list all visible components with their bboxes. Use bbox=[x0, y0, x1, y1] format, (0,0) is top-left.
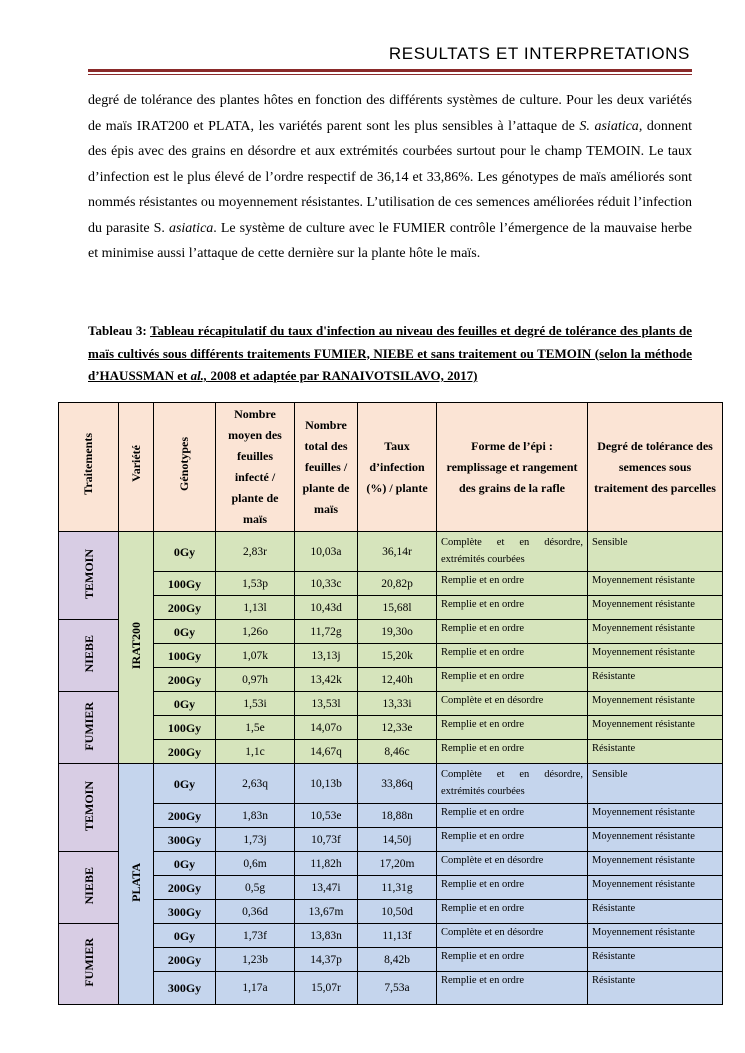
col-header-taux: Taux d’infection (%) / plante bbox=[358, 403, 437, 532]
nombre-moyen-cell: 1,5e bbox=[216, 716, 295, 740]
table-row bbox=[59, 948, 723, 972]
page-header-title: RESULTATS ET INTERPRETATIONS bbox=[388, 44, 690, 63]
treatment-cell: TEMOIN bbox=[59, 764, 119, 852]
nombre-total-cell: 10,73f bbox=[295, 828, 358, 852]
forme-cell: Remplie et en ordre bbox=[437, 948, 588, 972]
taux-cell: 7,53a bbox=[358, 972, 437, 1005]
degre-cell: Moyennement résistante bbox=[588, 924, 723, 948]
nombre-moyen-cell: 1,73f bbox=[216, 924, 295, 948]
taux-cell: 33,86q bbox=[358, 764, 437, 804]
table-row bbox=[59, 828, 723, 852]
nombre-total-cell: 10,43d bbox=[295, 596, 358, 620]
genotype-cell: 200Gy bbox=[154, 596, 216, 620]
degre-cell: Moyennement résistante bbox=[588, 596, 723, 620]
body-italic-2: asiatica bbox=[168, 220, 214, 236]
nombre-moyen-cell: 1,17a bbox=[216, 972, 295, 1005]
table-row bbox=[59, 644, 723, 668]
forme-cell: Complète et en désordre bbox=[437, 692, 588, 716]
taux-cell: 11,13f bbox=[358, 924, 437, 948]
table-row bbox=[59, 596, 723, 620]
table-row bbox=[59, 692, 723, 716]
col-header-nombre-total: Nombre total des feuilles / plante de maïs bbox=[295, 403, 358, 532]
degre-cell: Résistante bbox=[588, 668, 723, 692]
degre-cell: Moyennement résistante bbox=[588, 644, 723, 668]
degre-cell: Résistante bbox=[588, 948, 723, 972]
nombre-total-cell: 10,03a bbox=[295, 532, 358, 572]
nombre-total-cell: 14,67q bbox=[295, 740, 358, 764]
nombre-moyen-cell: 1,53i bbox=[216, 692, 295, 716]
nombre-moyen-cell: 1,83n bbox=[216, 804, 295, 828]
taux-cell: 11,31g bbox=[358, 876, 437, 900]
taux-cell: 13,33i bbox=[358, 692, 437, 716]
forme-cell: Remplie et en ordre bbox=[437, 876, 588, 900]
forme-cell: Complète et en désordre bbox=[437, 924, 588, 948]
degre-cell: Moyennement résistante bbox=[588, 876, 723, 900]
nombre-moyen-cell: 0,97h bbox=[216, 668, 295, 692]
genotype-cell: 0Gy bbox=[154, 852, 216, 876]
forme-cell: Complète et en désordre, extrémités courbées bbox=[437, 764, 588, 804]
genotype-cell: 300Gy bbox=[154, 972, 216, 1005]
nombre-total-cell: 13,13j bbox=[295, 644, 358, 668]
degre-cell: Moyennement résistante bbox=[588, 716, 723, 740]
header-rule-thick bbox=[88, 69, 692, 72]
table-row bbox=[59, 876, 723, 900]
genotype-cell: 200Gy bbox=[154, 668, 216, 692]
nombre-total-cell: 15,07r bbox=[295, 972, 358, 1005]
col-header-variete: Variété bbox=[119, 403, 154, 532]
caption-title: Tableau récapitulatif du taux d'infection au niveau des feuilles et degré de tolérance des plants de maïs cultivés sous différents traitements FUMIER, NIEBE et sans traitement ou TEMOIN (selon la méthode d’HAUSSMAN et al., 2008 et adaptée par RANAIVOTSILAVO, 2017) bbox=[88, 323, 692, 383]
genotype-cell: 0Gy bbox=[154, 692, 216, 716]
degre-cell: Sensible bbox=[588, 532, 723, 572]
nombre-moyen-cell: 1,53p bbox=[216, 572, 295, 596]
nombre-moyen-cell: 2,83r bbox=[216, 532, 295, 572]
body-text-1: degré de tolérance des plantes hôtes en fonction des différents systèmes de culture. Pour les deux variétés de maïs IRAT200 et PLATA, les variétés parent sont les plus sensibles à l’attaque de bbox=[88, 93, 692, 134]
taux-cell: 12,40h bbox=[358, 668, 437, 692]
forme-cell: Remplie et en ordre bbox=[437, 740, 588, 764]
degre-cell: Moyennement résistante bbox=[588, 852, 723, 876]
degre-cell: Moyennement résistante bbox=[588, 620, 723, 644]
nombre-total-cell: 13,42k bbox=[295, 668, 358, 692]
col-header-genotypes: Génotypes bbox=[154, 403, 216, 532]
table-row bbox=[59, 668, 723, 692]
col-header-traitements: Traitements bbox=[59, 403, 119, 532]
results-table bbox=[58, 402, 723, 1005]
taux-cell: 12,33e bbox=[358, 716, 437, 740]
body-paragraph bbox=[88, 88, 692, 267]
col-header-forme: Forme de l’épi : remplissage et rangement des grains de la rafle bbox=[437, 403, 588, 532]
treatment-cell: NIEBE bbox=[59, 852, 119, 924]
nombre-moyen-cell: 0,5g bbox=[216, 876, 295, 900]
nombre-total-cell: 10,53e bbox=[295, 804, 358, 828]
table-row bbox=[59, 924, 723, 948]
genotype-cell: 200Gy bbox=[154, 948, 216, 972]
table-row bbox=[59, 764, 723, 804]
genotype-cell: 0Gy bbox=[154, 620, 216, 644]
table-row bbox=[59, 740, 723, 764]
treatment-cell: NIEBE bbox=[59, 620, 119, 692]
nombre-moyen-cell: 1,1c bbox=[216, 740, 295, 764]
nombre-moyen-cell: 2,63q bbox=[216, 764, 295, 804]
table-header-row bbox=[59, 403, 723, 532]
genotype-cell: 300Gy bbox=[154, 900, 216, 924]
taux-cell: 17,20m bbox=[358, 852, 437, 876]
treatment-cell: TEMOIN bbox=[59, 532, 119, 620]
table-row bbox=[59, 716, 723, 740]
degre-cell: Moyennement résistante bbox=[588, 572, 723, 596]
nombre-total-cell: 10,33c bbox=[295, 572, 358, 596]
genotype-cell: 0Gy bbox=[154, 764, 216, 804]
table-row bbox=[59, 620, 723, 644]
table-row bbox=[59, 804, 723, 828]
taux-cell: 19,30o bbox=[358, 620, 437, 644]
nombre-total-cell: 11,82h bbox=[295, 852, 358, 876]
forme-cell: Remplie et en ordre bbox=[437, 716, 588, 740]
taux-cell: 15,20k bbox=[358, 644, 437, 668]
degre-cell: Résistante bbox=[588, 900, 723, 924]
genotype-cell: 100Gy bbox=[154, 644, 216, 668]
genotype-cell: 200Gy bbox=[154, 804, 216, 828]
nombre-moyen-cell: 1,07k bbox=[216, 644, 295, 668]
forme-cell: Remplie et en ordre bbox=[437, 596, 588, 620]
treatment-cell: FUMIER bbox=[59, 692, 119, 764]
forme-cell: Complète et en désordre bbox=[437, 852, 588, 876]
nombre-moyen-cell: 1,23b bbox=[216, 948, 295, 972]
table-caption bbox=[88, 320, 692, 388]
genotype-cell: 0Gy bbox=[154, 924, 216, 948]
nombre-total-cell: 13,53l bbox=[295, 692, 358, 716]
nombre-total-cell: 11,72g bbox=[295, 620, 358, 644]
table-row bbox=[59, 852, 723, 876]
body-text-3: . Le système de culture avec le FUMIER contrôle l’émergence de la mauvaise herbe et minimise aussi l’attaque de cette dernière sur la plante hôte le maïs. bbox=[88, 220, 692, 261]
forme-cell: Remplie et en ordre bbox=[437, 668, 588, 692]
table-row bbox=[59, 532, 723, 572]
nombre-moyen-cell: 1,13l bbox=[216, 596, 295, 620]
taux-cell: 15,68l bbox=[358, 596, 437, 620]
treatment-cell: FUMIER bbox=[59, 924, 119, 1005]
genotype-cell: 0Gy bbox=[154, 532, 216, 572]
degre-cell: Résistante bbox=[588, 972, 723, 1005]
caption-label: Tableau 3: bbox=[88, 323, 147, 338]
nombre-total-cell: 13,47i bbox=[295, 876, 358, 900]
genotype-cell: 200Gy bbox=[154, 876, 216, 900]
taux-cell: 10,50d bbox=[358, 900, 437, 924]
degre-cell: Moyennement résistante bbox=[588, 828, 723, 852]
genotype-cell: 200Gy bbox=[154, 740, 216, 764]
degre-cell: Résistante bbox=[588, 740, 723, 764]
col-header-degre: Degré de tolérance des semences sous traitement des parcelles bbox=[588, 403, 723, 532]
degre-cell: Sensible bbox=[588, 764, 723, 804]
nombre-moyen-cell: 1,26o bbox=[216, 620, 295, 644]
nombre-moyen-cell: 1,73j bbox=[216, 828, 295, 852]
forme-cell: Remplie et en ordre bbox=[437, 828, 588, 852]
forme-cell: Remplie et en ordre bbox=[437, 620, 588, 644]
nombre-total-cell: 13,83n bbox=[295, 924, 358, 948]
taux-cell: 36,14r bbox=[358, 532, 437, 572]
forme-cell: Remplie et en ordre bbox=[437, 972, 588, 1005]
nombre-total-cell: 13,67m bbox=[295, 900, 358, 924]
taux-cell: 8,46c bbox=[358, 740, 437, 764]
header-rule-thin bbox=[88, 74, 692, 75]
forme-cell: Remplie et en ordre bbox=[437, 572, 588, 596]
taux-cell: 14,50j bbox=[358, 828, 437, 852]
nombre-moyen-cell: 0,36d bbox=[216, 900, 295, 924]
forme-cell: Remplie et en ordre bbox=[437, 900, 588, 924]
body-italic-1: S. asiatica bbox=[579, 118, 639, 134]
nombre-moyen-cell: 0,6m bbox=[216, 852, 295, 876]
taux-cell: 8,42b bbox=[358, 948, 437, 972]
forme-cell: Remplie et en ordre bbox=[437, 804, 588, 828]
degre-cell: Moyennement résistante bbox=[588, 804, 723, 828]
forme-cell: Complète et en désordre, extrémités courbées bbox=[437, 532, 588, 572]
degre-cell: Moyennement résistante bbox=[588, 692, 723, 716]
taux-cell: 20,82p bbox=[358, 572, 437, 596]
nombre-total-cell: 14,37p bbox=[295, 948, 358, 972]
nombre-total-cell: 10,13b bbox=[295, 764, 358, 804]
genotype-cell: 300Gy bbox=[154, 828, 216, 852]
col-header-nombre-moyen: Nombre moyen des feuilles infecté / plante de maïs bbox=[216, 403, 295, 532]
table-row bbox=[59, 572, 723, 596]
variety-cell: IRAT200 bbox=[119, 532, 154, 764]
genotype-cell: 100Gy bbox=[154, 716, 216, 740]
forme-cell: Remplie et en ordre bbox=[437, 644, 588, 668]
variety-cell: PLATA bbox=[119, 764, 154, 1005]
taux-cell: 18,88n bbox=[358, 804, 437, 828]
nombre-total-cell: 14,07o bbox=[295, 716, 358, 740]
genotype-cell: 100Gy bbox=[154, 572, 216, 596]
table-row bbox=[59, 972, 723, 1005]
table-row bbox=[59, 900, 723, 924]
body-text-2: , donnent des épis avec des grains en désordre et aux extrémités courbées surtout pour le champ TEMOIN. Le taux d’infection est le plus élevé de l’ordre respectif de 36,14 et 33,86%. Les génotypes de maïs améliorés sont nommés résistantes ou moyennement résistantes. L’utilisation de ces semences améliorées réduit l’infection du parasite S. bbox=[88, 118, 692, 236]
